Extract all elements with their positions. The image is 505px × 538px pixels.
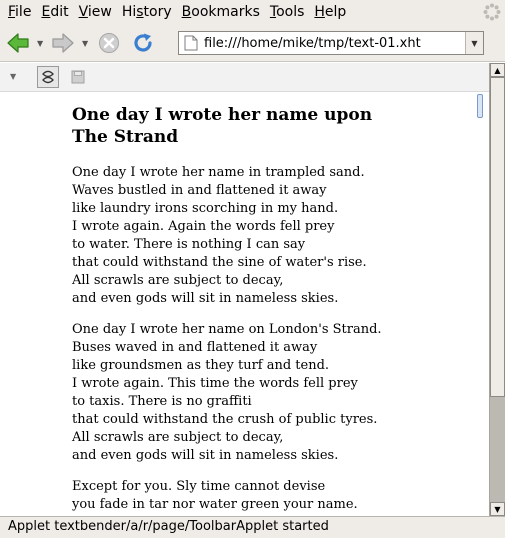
stop-icon bbox=[98, 32, 120, 54]
menu-bookmarks-label: ookmarks bbox=[191, 4, 260, 20]
back-button[interactable] bbox=[5, 30, 31, 56]
poem-line: One day I wrote her name in trampled sand. bbox=[72, 165, 365, 180]
menu-file-accel: F bbox=[8, 4, 16, 20]
poem-line: I wrote again. This time the words fell prey bbox=[72, 376, 358, 391]
menu-history[interactable] bbox=[117, 0, 177, 25]
menu-edit-label: dit bbox=[50, 4, 69, 20]
poem-line: One day I wrote her name on London's Strand. bbox=[72, 322, 382, 337]
applet-toolbar bbox=[0, 63, 489, 92]
page-content[interactable] bbox=[0, 92, 489, 516]
menu-tools[interactable] bbox=[265, 0, 310, 25]
scrollbar-thumb[interactable] bbox=[490, 77, 505, 397]
stanza bbox=[72, 164, 412, 308]
poem-title: One day I wrote her name upon The Strand bbox=[72, 105, 373, 147]
poem-line: like laundry irons scorching in my hand. bbox=[72, 201, 339, 216]
menu-bar bbox=[0, 0, 505, 25]
menu-bookmarks-accel: B bbox=[181, 4, 192, 20]
disk-icon bbox=[71, 70, 85, 84]
poem bbox=[72, 104, 412, 516]
forward-history-dropdown-icon[interactable]: ▼ bbox=[82, 39, 89, 48]
textbender-button[interactable] bbox=[37, 66, 59, 88]
url-bar[interactable] bbox=[178, 31, 484, 55]
poem-line: Buses waved in and flattened it away bbox=[72, 340, 318, 355]
chevron-down-icon: ▼ bbox=[471, 38, 478, 48]
menu-help[interactable] bbox=[309, 0, 351, 25]
vertical-scrollbar[interactable] bbox=[489, 63, 505, 516]
menu-history-label: tory bbox=[143, 4, 172, 20]
scroll-down-button[interactable] bbox=[490, 502, 505, 516]
navigation-toolbar bbox=[0, 25, 505, 62]
menu-tools-accel: T bbox=[269, 4, 277, 20]
poem-line: All scrawls are subject to decay, bbox=[72, 273, 284, 288]
stanza bbox=[72, 478, 412, 514]
menu-edit-accel: E bbox=[41, 4, 51, 20]
textbender-icon bbox=[40, 69, 56, 85]
poem-line: Waves bustled in and flattened it away bbox=[72, 183, 327, 198]
back-history-dropdown-icon[interactable]: ▼ bbox=[37, 39, 44, 48]
arrow-up-icon: ▲ bbox=[494, 65, 501, 75]
menu-file-label: ile bbox=[15, 4, 32, 20]
menu-tools-label: ools bbox=[276, 4, 305, 20]
back-arrow-icon bbox=[6, 32, 30, 54]
url-dropdown-button[interactable] bbox=[465, 32, 483, 54]
menu-help-label: elp bbox=[324, 4, 347, 20]
applet-dropdown-icon[interactable]: ▼ bbox=[10, 72, 17, 81]
scroll-up-button[interactable] bbox=[490, 63, 505, 77]
scrollbar-track[interactable] bbox=[490, 77, 505, 502]
menu-help-accel: H bbox=[314, 4, 325, 20]
status-text: Applet textbender/a/r/page/ToolbarApplet started bbox=[8, 519, 329, 534]
poem-line: like groundsmen as they turf and tend. bbox=[72, 358, 330, 373]
arrow-down-icon: ▼ bbox=[494, 504, 501, 514]
menu-history-pre: Hi bbox=[121, 4, 137, 20]
poem-line: that could withstand the sine of water's rise. bbox=[72, 255, 367, 270]
stop-button[interactable] bbox=[96, 30, 122, 56]
menu-view-label: iew bbox=[87, 4, 112, 20]
forward-button[interactable] bbox=[50, 30, 76, 56]
stanza bbox=[72, 321, 412, 465]
status-bar bbox=[0, 516, 505, 538]
menu-edit[interactable] bbox=[36, 0, 73, 25]
throbber-icon bbox=[483, 3, 501, 21]
save-button[interactable] bbox=[67, 66, 89, 88]
poem-line: Except for you. Sly time cannot devise bbox=[72, 479, 326, 494]
poem-line: to water. There is nothing I can say bbox=[72, 237, 306, 252]
menu-view[interactable] bbox=[74, 0, 117, 25]
poem-line: to taxis. There is no graffiti bbox=[72, 394, 252, 409]
poem-line: and even gods will sit in nameless skies. bbox=[72, 291, 339, 306]
poem-line: you fade in tar nor water green your name. bbox=[72, 497, 358, 512]
url-input[interactable]: file:///home/mike/tmp/text-01.xht bbox=[204, 35, 421, 51]
content-scroll-indicator bbox=[477, 94, 483, 118]
menu-file[interactable] bbox=[3, 0, 36, 25]
reload-button[interactable] bbox=[130, 30, 156, 56]
poem-line: that could withstand the crush of public tyres. bbox=[72, 412, 378, 427]
menu-bookmarks[interactable] bbox=[177, 0, 265, 25]
menu-view-accel: V bbox=[78, 4, 88, 20]
poem-line: All scrawls are subject to decay, bbox=[72, 430, 284, 445]
poem-line: I wrote again. Again the words fell prey bbox=[72, 219, 335, 234]
reload-icon bbox=[131, 31, 155, 55]
menu-history-accel: s bbox=[136, 4, 144, 20]
page-icon bbox=[181, 32, 201, 54]
poem-line: and even gods will sit in nameless skies. bbox=[72, 448, 339, 463]
forward-arrow-icon bbox=[51, 32, 75, 54]
